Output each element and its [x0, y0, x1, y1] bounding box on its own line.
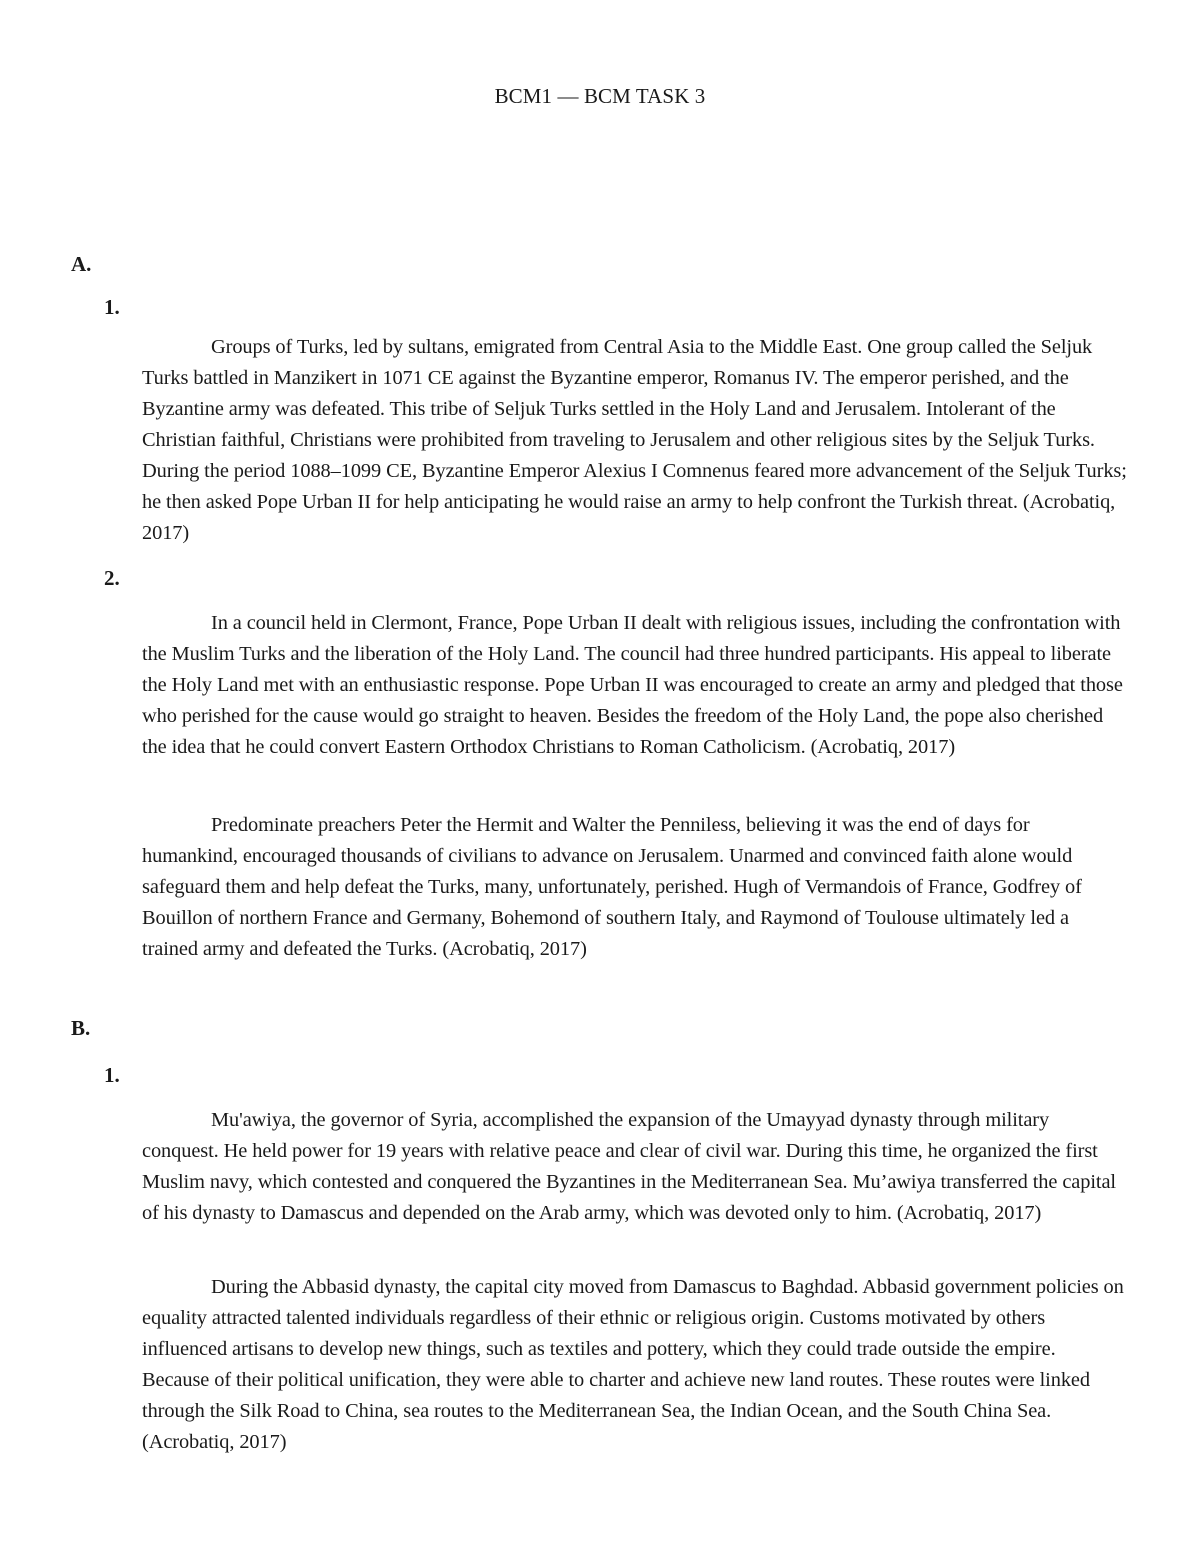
paragraph-a2-1: In a council held in Clermont, France, Pope Urban II dealt with religious issues, including the confrontation with the Muslim Turks and the liberation of the Holy Land. The council had three hundred participants. His appeal to liberate the Holy Land met with an enthusiastic response. Pope Urban II was encouraged to create an army and pledged that those who perished for the cause would go straight to heaven. Besides the freedom of the Holy Land, the pope also cherished the idea that he could convert Eastern Orthodox Christians to Roman Catholicism. (Acrobatiq, 2017) [142, 612, 1123, 758]
paragraph-b1-1: Mu'awiya, the governor of Syria, accomplished the expansion of the Umayyad dynasty through military conquest. He held power for 19 years with relative peace and clear of civil war. During this time, he organized the first Muslim navy, which contested and conquered the Byzantines in the Mediterranean Sea. Mu’awiya transferred the capital of his dynasty to Damascus and depended on the Arab army, which was devoted only to him. (Acrobatiq, 2017) [142, 1109, 1116, 1224]
paragraph-a1-1: Groups of Turks, led by sultans, emigrated from Central Asia to the Middle East. One group called the Seljuk Turks battled in Manzikert in 1071 CE against the Byzantine emperor, Romanus IV. The emperor perished, and the Byzantine army was defeated. This tribe of Seljuk Turks settled in the Holy Land and Jerusalem. Intolerant of the Christian faithful, Christians were prohibited from traveling to Jerusalem and other religious sites by the Seljuk Turks. During the period 1088–1099 CE, Byzantine Emperor Alexius I Comnenus feared more advancement of the Seljuk Turks; he then asked Pope Urban II for help anticipating he would raise an army to help confront the Turkish threat. (Acrobatiq, 2017) [142, 336, 1127, 544]
paragraph-a2-2: Predominate preachers Peter the Hermit and Walter the Penniless, believing it was the end of days for humankind, encouraged thousands of civilians to advance on Jerusalem. Unarmed and convinced faith alone would safeguard them and help defeat the Turks, many, unfortunately, perished. Hugh of Vermandois of France, Godfrey of Bouillon of northern France and Germany, Bohemond of southern Italy, and Raymond of Toulouse ultimately led a trained army and defeated the Turks. (Acrobatiq, 2017) [142, 814, 1082, 960]
item-number-a1: 1. [104, 295, 120, 319]
section-heading-b: B. [71, 1016, 91, 1040]
section-heading-a: A. [71, 252, 92, 276]
document-title: BCM1 — BCM TASK 3 [494, 84, 706, 108]
item-number-a2: 2. [104, 566, 120, 590]
paragraph-b1-2: During the Abbasid dynasty, the capital city moved from Damascus to Baghdad. Abbasid government policies on equality attracted talented individuals regardless of their ethnic or religious origin. Customs motivated by others influenced artisans to develop new things, such as textiles and pottery, which they could trade outside the empire. Because of their political unification, they were able to charter and achieve new land routes. These routes were linked through the Silk Road to China, sea routes to the Mediterranean Sea, the Indian Ocean, and the South China Sea. (Acrobatiq, 2017) [142, 1276, 1124, 1453]
item-number-b1: 1. [104, 1063, 120, 1087]
